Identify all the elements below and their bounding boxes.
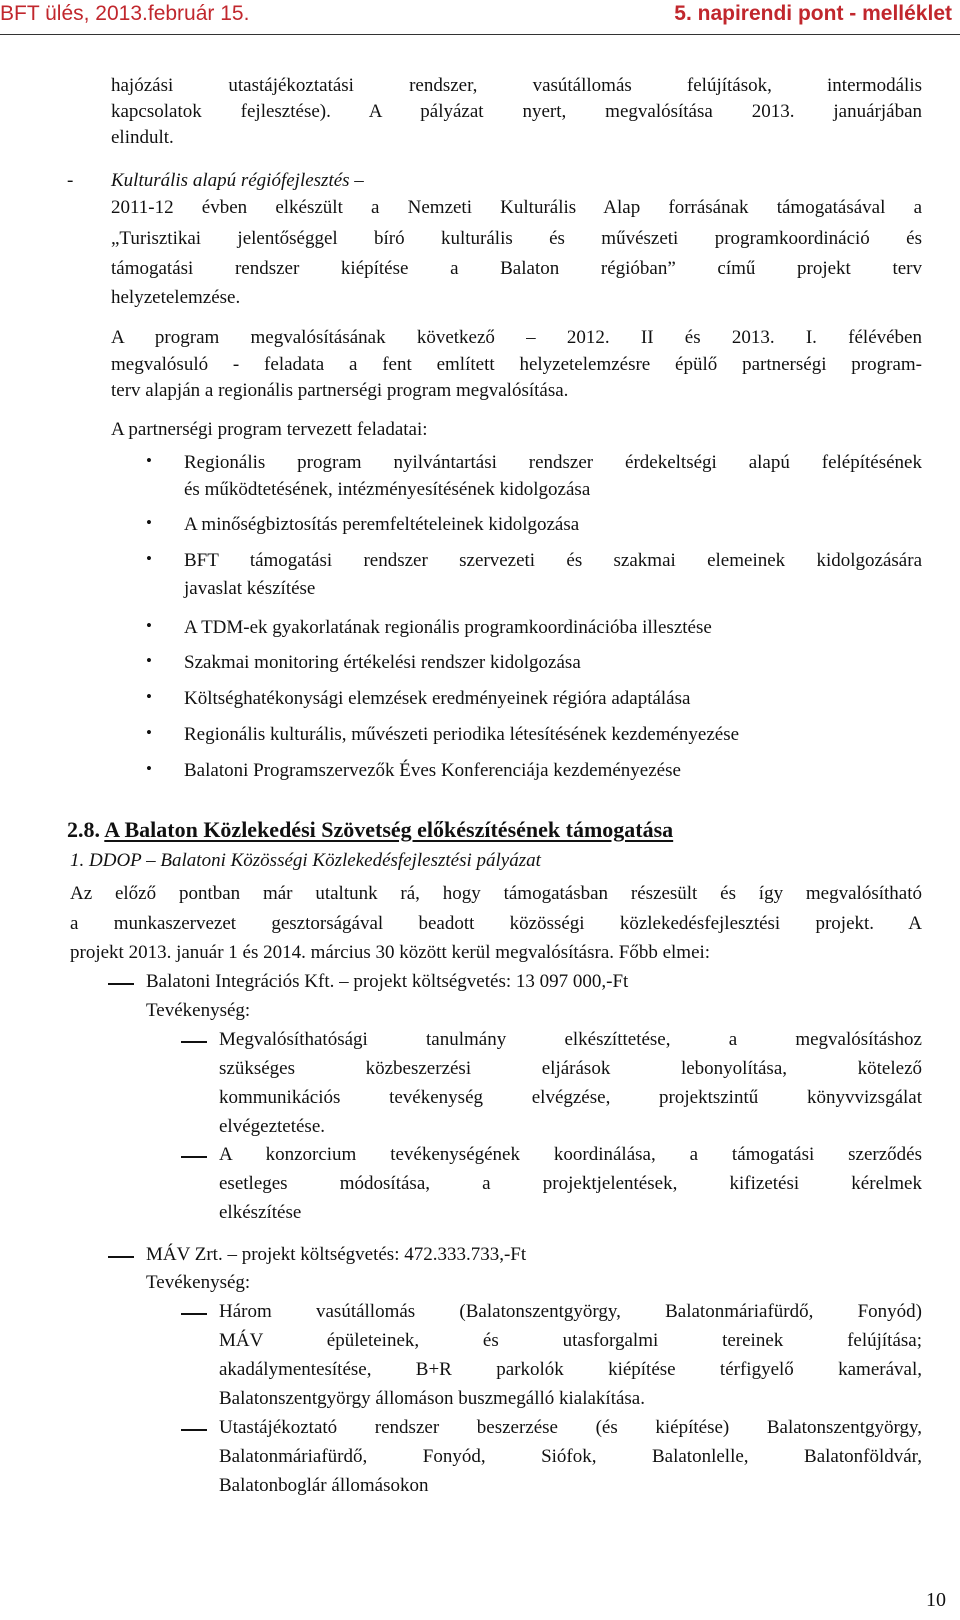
- cultural-line-3: támogatási rendszer kiépítése a Balaton régióban” című projekt terv: [111, 258, 922, 279]
- bullet-4: A TDM-ek gyakorlatának regionális programkoordinációba illesztése: [184, 617, 712, 638]
- bullet-1-line-1: Regionális program nyilvántartási rendszer érdekeltségi alapú felépítésének: [184, 452, 922, 473]
- bullet-7: Regionális kulturális, művészeti periodika létesítésének kezdeményezése: [184, 724, 740, 745]
- project-2-item-1-line-3: akadálymentesítése, B+R parkolók kiépítése térfigyelő kamerával,: [219, 1359, 922, 1380]
- project-1-item-1-line-2: szükséges közbeszerzési eljárások lebonyolítása, kötelező: [219, 1058, 922, 1079]
- bullet-6: Költséghatékonysági elemzések eredményeinek régióra adaptálása: [184, 688, 691, 709]
- project-1-item-2-line-3: elkészítése: [219, 1202, 302, 1223]
- cultural-line-2: „Turisztikai jelentőséggel bíró kulturális és művészeti programkoordináció és: [111, 228, 922, 249]
- project-2-item-1-line-4: Balatonszentgyörgy állomáson buszmegálló kialakítása.: [219, 1388, 645, 1409]
- dash-marker: [181, 1313, 207, 1315]
- bullet-8: Balatoni Programszervezők Éves Konferenciája kezdeményezése: [184, 760, 681, 781]
- dash-marker: [108, 1256, 134, 1258]
- bullet-2: A minőségbiztosítás peremfeltételeinek kidolgozása: [184, 514, 580, 535]
- page-header: [0, 0, 960, 35]
- section-para-line-3: projekt 2013. január 1 és 2014. március 30 között kerül megvalósításra. Főbb elmei:: [70, 942, 711, 963]
- project-2-title: MÁV Zrt. – projekt költségvetés: 472.333.733,-Ft: [146, 1244, 527, 1265]
- project-1-item-2-line-2: esetleges módosítása, a projektjelentések, kifizetési kérelmek: [219, 1173, 922, 1194]
- project-2-item-2-line-3: Balatonboglár állomásokon: [219, 1475, 429, 1496]
- cultural-line-4: helyzetelemzése.: [111, 287, 241, 308]
- program-line-1: A program megvalósításának következő – 2012. II és 2013. I. félévében: [111, 327, 922, 348]
- program-line-3: terv alapján a regionális partnerségi program megvalósítása.: [111, 380, 569, 401]
- bullet-icon: •: [146, 759, 152, 778]
- dash-marker: [108, 983, 134, 985]
- project-1-item-2-line-1: A konzorcium tevékenységének koordinálása, a támogatási szerződés: [219, 1144, 922, 1165]
- bullet-icon: •: [146, 513, 152, 532]
- project-1-title: Balatoni Integrációs Kft. – projekt költségvetés: 13 097 000,-Ft: [146, 971, 629, 992]
- section-para-line-1: Az előző pontban már utaltunk rá, hogy támogatásban részesült és így megvalósítható: [70, 883, 922, 904]
- program-line-2: megvalósuló - feladata a fent említett helyzetelemzésre épülő partnerségi program-: [111, 354, 922, 375]
- intro-line-3: elindult.: [111, 127, 174, 148]
- bullet-icon: •: [146, 651, 152, 670]
- header-meeting-date: BFT ülés, 2013.február 15.: [0, 2, 250, 25]
- bullet-3-line-1: BFT támogatási rendszer szervezeti és szakmai elemeinek kidolgozására: [184, 550, 922, 571]
- bullet-5: Szakmai monitoring értékelési rendszer kidolgozása: [184, 652, 581, 673]
- section-heading: [67, 817, 673, 843]
- header-agenda-item: 5. napirendi pont - melléklet: [674, 2, 952, 25]
- project-1-activity-label: Tevékenység:: [146, 1000, 251, 1021]
- project-2-item-2-line-2: Balatonmáriafürdő, Fonyód, Siófok, Balatonlelle, Balatonföldvár,: [219, 1446, 922, 1467]
- bullet-1-line-2: és működtetésének, intézményesítésének kidolgozása: [184, 479, 591, 500]
- dash-marker: [181, 1429, 207, 1431]
- dash-marker: [181, 1041, 207, 1043]
- project-2-activity-label: Tevékenység:: [146, 1272, 251, 1293]
- dash-marker: [181, 1156, 207, 1158]
- section-title: A Balaton Közlekedési Szövetség előkészítésének támogatása: [104, 817, 674, 842]
- project-1-item-1-line-3: kommunikációs tevékenység elvégzése, projektszintű könyvvizsgálat: [219, 1087, 922, 1108]
- section-subtitle: 1. DDOP – Balatoni Közösségi Közlekedésfejlesztési pályázat: [70, 850, 541, 871]
- intro-line-1: hajózási utastájékoztatási rendszer, vasútállomás felújítások, intermodális: [111, 75, 922, 96]
- bullet-3-line-2: javaslat készítése: [184, 578, 316, 599]
- project-2-item-1-line-1: Három vasútállomás (Balatonszentgyörgy, Balatonmáriafürdő, Fonyód): [219, 1301, 922, 1322]
- section-para-line-2: a munkaszervezet gesztorságával beadott közösségi közlekedésfejlesztési projekt. A: [70, 913, 922, 934]
- project-1-item-1-line-4: elvégeztetése.: [219, 1116, 326, 1137]
- project-2-item-2-line-1: Utastájékoztató rendszer beszerzése (és kiépítése) Balatonszentgyörgy,: [219, 1417, 922, 1438]
- project-1-item-1-line-1: Megvalósíthatósági tanulmány elkészíttetése, a megvalósításhoz: [219, 1029, 922, 1050]
- intro-line-2: kapcsolatok fejlesztése). A pályázat nyert, megvalósítása 2013. januárjában: [111, 101, 922, 122]
- page-number: 10: [926, 1589, 946, 1611]
- bullet-icon: •: [146, 549, 152, 568]
- bullet-icon: •: [146, 723, 152, 742]
- bullet-icon: •: [146, 616, 152, 635]
- bullet-icon: •: [146, 687, 152, 706]
- section-number: 2.8.: [67, 817, 100, 842]
- project-2-item-1-line-2: MÁV épületeinek, és utasforgalmi tereinek felújítása;: [219, 1330, 922, 1351]
- bullet-icon: •: [146, 451, 152, 470]
- cultural-marker: -: [67, 170, 74, 191]
- tasks-intro: A partnerségi program tervezett feladatai:: [111, 419, 428, 440]
- cultural-title: Kulturális alapú régiófejlesztés –: [111, 170, 364, 191]
- cultural-line-1: 2011-12 évben elkészült a Nemzeti Kulturális Alap forrásának támogatásával a: [111, 197, 922, 218]
